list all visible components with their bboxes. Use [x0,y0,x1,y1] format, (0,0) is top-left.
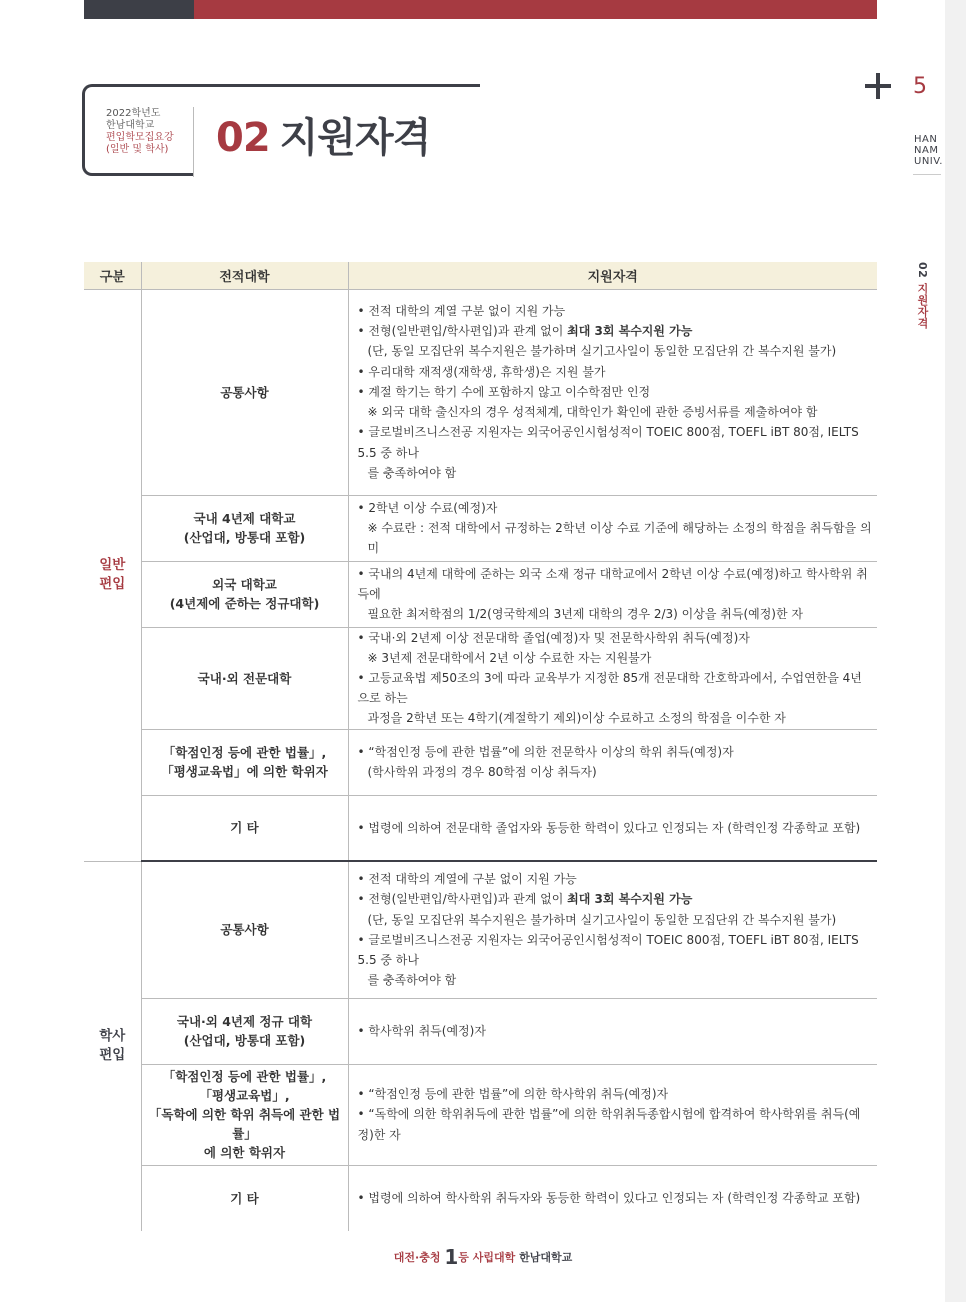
qualification-list [358,564,874,625]
qualification-line [358,930,874,970]
qualification-text: 전형(일반편입/학사편입)과 관계 없이 [368,892,568,907]
previous-school-cell: 외국 대학교 (4년제에 준하는 정규대학) [141,561,348,627]
qualification-text: 고등교육법 제50조의 3에 따라 교육부가 지정한 85개 전문대학 간호학과에서, 수업연한을 4년으로 하는 [357,670,862,706]
table-row [84,289,877,495]
previous-school-cell: 「학점인정 등에 관한 법률」, 「평생교육법」, 「독학에 의한 학위 취득에 관한 법률」 에 의한 학위자 [141,1064,348,1165]
univ-mark [914,134,943,167]
qualification-cell [348,495,877,561]
page-title-text: 지원자격 [279,115,431,161]
univ-mark-line: UNIV. [914,156,943,167]
qualification-table [84,262,877,1231]
qualification-list [358,301,874,483]
qualification-cell [348,729,877,795]
side-section-label [914,262,930,329]
qualification-line [358,604,874,624]
qualification-list [358,869,874,990]
qualification-line [358,869,874,889]
top-bar-red [194,0,877,19]
header-small-text [106,108,174,156]
qualification-text: “독학에 의한 학위취득에 관한 법률”에 의한 학위취득종합시험에 합격하여 학사학위를 취득(예정)한 자 [357,1107,861,1142]
page-title [216,106,430,163]
table-row [84,861,877,998]
univ-underline [913,174,941,175]
qualification-cell [348,1064,877,1165]
qualification-line [358,1188,874,1208]
qualification-line [358,742,874,762]
side-label-text: 지원자격 [916,282,929,329]
qualification-line [358,518,874,558]
top-bar-dark [84,0,194,19]
qualification-text: ※ 3년제 전문대학에서 2년 이상 수료한 자는 지원불가 [367,650,652,665]
qualification-list [358,818,874,838]
qualification-line [358,628,874,648]
qualification-cell [348,561,877,627]
qualification-list [358,1084,874,1145]
header-university: 한남대학교 [106,120,155,131]
qualification-text: 국내·외 2년제 이상 전문대학 졸업(예정)자 및 전문학사학위 취득(예정)자 [368,630,750,645]
qualification-cell [348,795,877,861]
univ-mark-line: HAN [914,134,938,145]
qualification-text: (단, 동일 모집단위 복수지원은 불가하며 실기고사일이 동일한 모집단위 간 복수지원 불가) [367,912,837,927]
qualification-line [358,463,874,483]
category-cell: 학사 편입 [84,861,141,1231]
qualification-cell [348,1165,877,1231]
qualification-text: 글로벌비즈니스전공 지원자는 외국어공인시험성적이 TOEIC 800점, TOEFL iBT 80점, IELTS 5.5 중 하나 [357,425,863,460]
qualification-text: ※ 외국 대학 출신자의 경우 성적체계, 대학인가 확인에 관한 증빙서류를 제출하여야 함 [367,405,818,420]
table-row [84,795,877,861]
previous-school-cell: 국내·외 전문대학 [141,627,348,729]
previous-school-cell: 국내 4년제 대학교 (산업대, 방통대 포함) [141,495,348,561]
qualification-text: 를 충족하여야 함 [367,465,457,480]
side-label-number: 02 [916,262,929,279]
qualification-line [358,910,874,930]
qualification-line [358,970,874,990]
table-header-row [84,262,877,289]
plus-icon [865,73,891,99]
qualification-line [358,762,874,782]
table-row [84,561,877,627]
qualification-text: 법령에 의하여 전문대학 졸업자와 동등한 학력이 있다고 인정되는 자 (학력인정 각종학교 포함) [368,820,861,835]
qualification-emphasis: 최대 3회 복수지원 가능 [567,892,693,907]
previous-school-cell: 공통사항 [141,289,348,495]
previous-school-cell: 기 타 [141,1165,348,1231]
table-row [84,495,877,561]
qualification-line [358,321,874,341]
qualification-line [358,362,874,382]
qualification-cell [348,627,877,729]
qualification-line [358,889,874,909]
qualification-text: 필요한 최저학점의 1/2(영국학제의 3년제 대학의 경우 2/3) 이상을 취득(예정)한 자 [367,607,803,622]
header-category: 구분 [84,262,141,289]
qualification-text: 국내의 4년제 대학에 준하는 외국 소재 정규 대학교에서 2학년 이상 수료(예정)하고 학사학위 취득에 [357,566,868,601]
qualification-text: ※ 수료란 : 전적 대학에서 규정하는 2학년 이상 수료 기준에 해당하는 소정의 학점을 취득함을 의미 [367,520,872,556]
qualification-text: (학사학위 과정의 경우 80학점 이상 취득자) [367,765,597,780]
qualification-text: 과정을 2학년 또는 4학기(계절학기 제외)이상 수료하고 소정의 학점을 이수한 자 [367,711,786,726]
qualification-line [358,564,874,604]
category-cell: 일반 편입 [84,289,141,861]
qualification-cell [348,998,877,1064]
qualification-text: 를 충족하여야 함 [367,973,457,988]
header-qualification: 지원자격 [348,262,877,289]
previous-school-cell: 공통사항 [141,861,348,998]
table-row [84,1064,877,1165]
qualification-text: 학사학위 취득(예정)자 [368,1023,486,1038]
qualification-line [358,1104,874,1144]
page-title-number: 02 [216,115,270,161]
qualification-list [358,742,874,782]
table-row [84,998,877,1064]
qualification-text: 법령에 의하여 학사학위 취득자와 동등한 학력이 있다고 인정되는 자 (학력인정 각종학교 포함) [368,1191,861,1206]
footer-slogan [0,1245,966,1269]
qualification-line [358,422,874,462]
qualification-text: “학점인정 등에 관한 법률”에 의한 전문학사 이상의 학위 취득(예정)자 [368,744,734,759]
qualification-emphasis: 최대 3회 복수지원 가능 [567,324,693,339]
qualification-text: 계절 학기는 학기 수에 포함하지 않고 이수학점만 인정 [368,384,651,399]
table-row [84,1165,877,1231]
qualification-line [358,648,874,668]
previous-school-cell: 기 타 [141,795,348,861]
qualification-line [358,668,874,708]
table-row [84,729,877,795]
table-body [84,289,877,1231]
qualification-list [358,1021,874,1041]
header-previous-school: 전적대학 [141,262,348,289]
header-type: (일반 및 학사) [106,144,169,155]
footer-rank: 1 [444,1245,459,1269]
qualification-text: 전적 대학의 계열 구분 없이 지원 가능 [368,304,566,319]
qualification-list [358,1188,874,1208]
qualification-text: 전적 대학의 계열에 구분 없이 지원 가능 [368,872,577,887]
qualification-text: 2학년 이상 수료(예정)자 [368,500,498,515]
qualification-line [358,708,874,728]
qualification-line [358,402,874,422]
qualification-list [358,498,874,559]
qualification-text: (단, 동일 모집단위 복수지원은 불가하며 실기고사일이 동일한 모집단위 간 복수지원 불가) [367,344,837,359]
qualification-line [358,818,874,838]
footer-region: 대전·충청 [393,1251,441,1264]
header-guide: 편입학모집요강 [106,132,174,143]
qualification-text: 글로벌비즈니스전공 지원자는 외국어공인시험성적이 TOEIC 800점, TOEFL iBT 80점, IELTS 5.5 중 하나 [357,932,863,967]
header-divider [193,107,194,177]
qualification-line [358,341,874,361]
qualification-line [358,498,874,518]
previous-school-cell: 「학점인정 등에 관한 법률」, 「평생교육법」에 의한 학위자 [141,729,348,795]
header-top-line [190,84,480,87]
qualification-line [358,1021,874,1041]
qualification-text: “학점인정 등에 관한 법률”에 의한 학사학위 취득(예정)자 [368,1087,669,1102]
footer-university: 한남대학교 [519,1251,573,1264]
header-year: 2022학년도 [106,108,161,119]
previous-school-cell: 국내·외 4년제 정규 대학 (산업대, 방통대 포함) [141,998,348,1064]
qualification-cell [348,861,877,998]
qualification-list [358,628,874,729]
qualification-line [358,1084,874,1104]
qualification-text: 우리대학 재적생(재학생, 휴학생)은 지원 불가 [368,364,606,379]
qualification-text: 전형(일반편입/학사편입)과 관계 없이 [368,324,568,339]
qualification-line [358,301,874,321]
qualification-cell [348,289,877,495]
footer-rank-text: 등 사립대학 [458,1251,516,1264]
page-number: 5 [913,74,927,99]
qualification-line [358,382,874,402]
table-row [84,627,877,729]
univ-mark-line: NAM [914,145,939,156]
